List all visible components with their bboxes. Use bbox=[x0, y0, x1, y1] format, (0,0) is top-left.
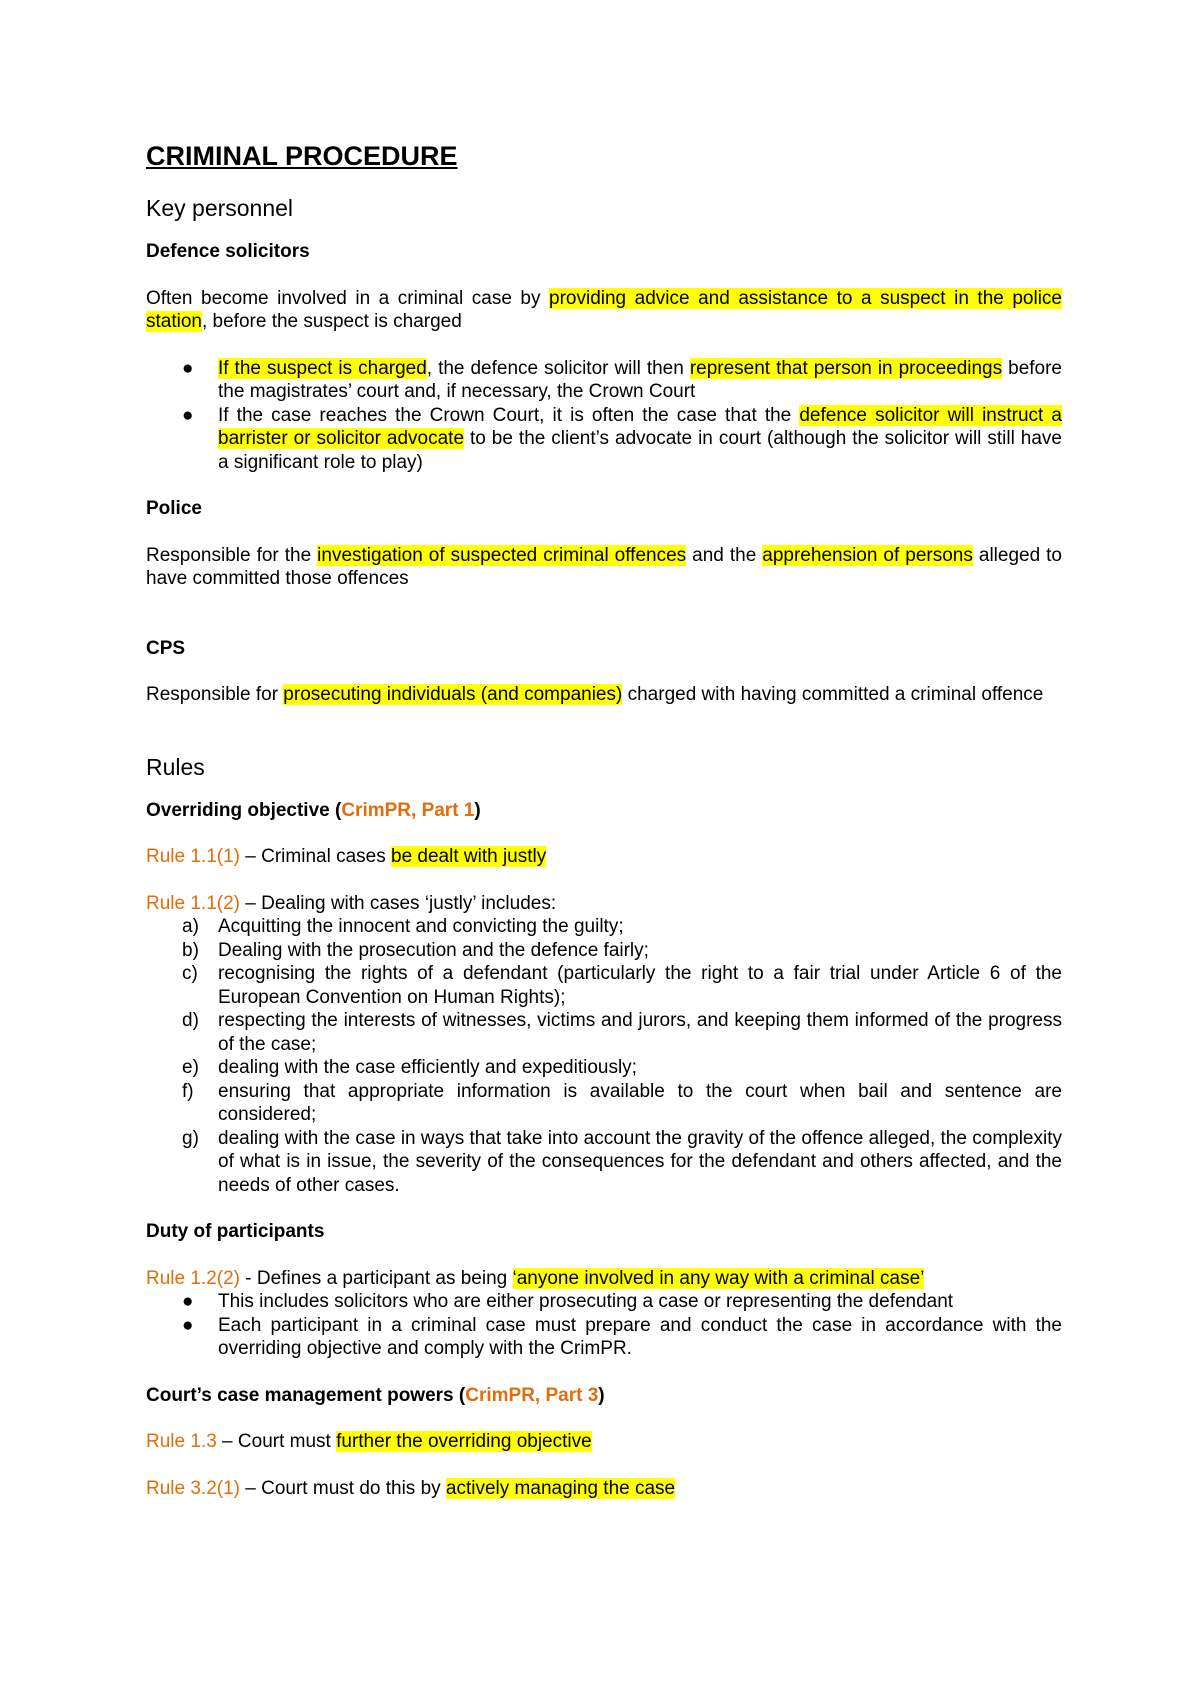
list-text: dealing with the case efficiently and expeditiously; bbox=[218, 1057, 637, 1078]
highlight: actively managing the case bbox=[445, 1477, 676, 1499]
list-label: d) bbox=[182, 1010, 199, 1031]
list-item bbox=[146, 357, 1062, 404]
list-text: respecting the interests of witnesses, victims and jurors, and keeping them informed of the progress of the case; bbox=[218, 1010, 1062, 1055]
heading-key-personnel: Key personnel bbox=[146, 195, 294, 221]
heading-defence-solicitors: Defence solicitors bbox=[146, 241, 310, 262]
justly-list bbox=[146, 915, 1062, 1197]
text-run: ) bbox=[598, 1384, 605, 1406]
text-run: , the defence solicitor will then bbox=[426, 357, 690, 379]
rule-reference: Rule 1.1(1) bbox=[146, 846, 240, 867]
list-label: b) bbox=[182, 939, 199, 961]
list-item bbox=[146, 1080, 1062, 1127]
list-item bbox=[146, 404, 1062, 475]
highlight: be dealt with justly bbox=[391, 846, 547, 867]
text-run: – Dealing with cases ‘justly’ includes: bbox=[240, 892, 557, 914]
highlight: represent that person in proceedings bbox=[689, 357, 1003, 379]
cps-paragraph bbox=[146, 683, 1062, 707]
highlight: investigation of suspected criminal offences bbox=[317, 544, 687, 566]
heading-police: Police bbox=[146, 498, 202, 519]
rule-1-1-1 bbox=[146, 845, 1062, 869]
text-run: Responsible for bbox=[146, 684, 284, 705]
rule-1-1-2 bbox=[146, 892, 1062, 916]
list-text: Each participant in a criminal case must prepare and conduct the case in accordance with the overriding objective and comply with the CrimPR. bbox=[218, 1314, 1062, 1359]
heading-overriding-objective bbox=[146, 799, 1062, 823]
rule-reference: Rule 3.2(1) bbox=[146, 1477, 240, 1499]
list-text: This includes solicitors who are either prosecuting a case or representing the defendant bbox=[218, 1291, 954, 1312]
heading-case-management-powers bbox=[146, 1384, 1062, 1408]
defence-paragraph bbox=[146, 287, 1062, 334]
text-run: – Court must do this by bbox=[240, 1477, 446, 1499]
list-text: Dealing with the prosecution and the defence fairly; bbox=[218, 939, 649, 961]
heading-duty-of-participants: Duty of participants bbox=[146, 1221, 325, 1242]
bullet-icon: ● bbox=[182, 357, 194, 379]
text-run: to be the client’s advocate in court (although the solicitor will still have a significant role to play) bbox=[218, 428, 1062, 473]
rule-reference: CrimPR, Part 1 bbox=[341, 799, 475, 821]
highlight: ‘anyone involved in any way with a criminal case’ bbox=[512, 1267, 925, 1289]
list-label: c) bbox=[182, 963, 198, 984]
text-run: – Court must bbox=[216, 1431, 337, 1452]
list-text: Acquitting the innocent and convicting the guilty; bbox=[218, 916, 624, 937]
document-title: CRIMINAL PROCEDURE bbox=[146, 141, 458, 171]
text-run: – Criminal cases bbox=[240, 846, 391, 867]
rule-1-3 bbox=[146, 1430, 1062, 1454]
bullet-icon: ● bbox=[182, 1291, 194, 1312]
text-run: Overriding objective ( bbox=[146, 799, 342, 821]
text-run: before the magistrates’ court and, if necessary, the Crown Court bbox=[218, 357, 1063, 402]
list-item bbox=[146, 939, 1062, 963]
text-run: Responsible for the bbox=[146, 544, 318, 566]
heading-rules: Rules bbox=[146, 753, 205, 780]
text-run: - Defines a participant as being bbox=[240, 1267, 513, 1289]
text-run: alleged to have committed those offences bbox=[146, 544, 1062, 589]
rule-reference: Rule 1.3 bbox=[146, 1431, 217, 1452]
bullet-icon: ● bbox=[182, 404, 194, 426]
highlight: defence solicitor will instruct a barrister or solicitor advocate bbox=[218, 404, 1062, 449]
duty-bullet-list bbox=[146, 1290, 1062, 1361]
rule-reference: Rule 1.2(2) bbox=[146, 1267, 240, 1289]
heading-cps: CPS bbox=[146, 637, 186, 659]
highlight: prosecuting individuals (and companies) bbox=[283, 684, 623, 705]
highlight: If the suspect is charged bbox=[218, 357, 427, 379]
text-run: and the bbox=[686, 544, 763, 566]
rule-3-2-1 bbox=[146, 1477, 1062, 1501]
list-item bbox=[146, 1127, 1062, 1198]
list-item bbox=[146, 1290, 1062, 1314]
highlight: providing advice and assistance to a suspect in the police station bbox=[146, 287, 1062, 332]
highlight: apprehension of persons bbox=[762, 544, 973, 566]
list-label: e) bbox=[182, 1057, 199, 1078]
highlight: further the overriding objective bbox=[336, 1431, 592, 1452]
rule-1-2-2 bbox=[146, 1267, 1062, 1291]
rule-reference: CrimPR, Part 3 bbox=[465, 1384, 599, 1406]
list-item bbox=[146, 915, 1062, 939]
text-run: ) bbox=[474, 799, 481, 821]
list-item bbox=[146, 1056, 1062, 1080]
list-label: g) bbox=[182, 1127, 199, 1149]
bullet-icon: ● bbox=[182, 1314, 194, 1336]
text-run: Court’s case management powers ( bbox=[146, 1384, 466, 1406]
list-item bbox=[146, 1314, 1062, 1361]
list-text: recognising the rights of a defendant (particularly the right to a fair trial under Article 6 of the European Convention on Human Rights); bbox=[218, 963, 1062, 1008]
spacer bbox=[146, 730, 1062, 753]
list-label: a) bbox=[182, 916, 199, 937]
list-text: ensuring that appropriate information is available to the court when bail and sentence are considered; bbox=[218, 1080, 1062, 1125]
spacer bbox=[146, 614, 1062, 637]
list-item bbox=[146, 1009, 1062, 1056]
police-paragraph bbox=[146, 544, 1062, 591]
text-run: Often become involved in a criminal case by bbox=[146, 287, 550, 309]
rule-reference: Rule 1.1(2) bbox=[146, 892, 240, 914]
document-page bbox=[146, 140, 1062, 1523]
text-run: , before the suspect is charged bbox=[201, 311, 462, 332]
defence-bullet-list bbox=[146, 357, 1062, 475]
text-run: If the case reaches the Crown Court, it is often the case that the bbox=[218, 404, 800, 426]
list-item bbox=[146, 962, 1062, 1009]
list-label: f) bbox=[182, 1080, 194, 1102]
list-text: dealing with the case in ways that take into account the gravity of the offence alleged, the complexity of what is in issue, the severity of the consequences for the defendant and others affected, and the needs of other cases. bbox=[218, 1127, 1062, 1196]
text-run: charged with having committed a criminal offence bbox=[622, 684, 1044, 705]
